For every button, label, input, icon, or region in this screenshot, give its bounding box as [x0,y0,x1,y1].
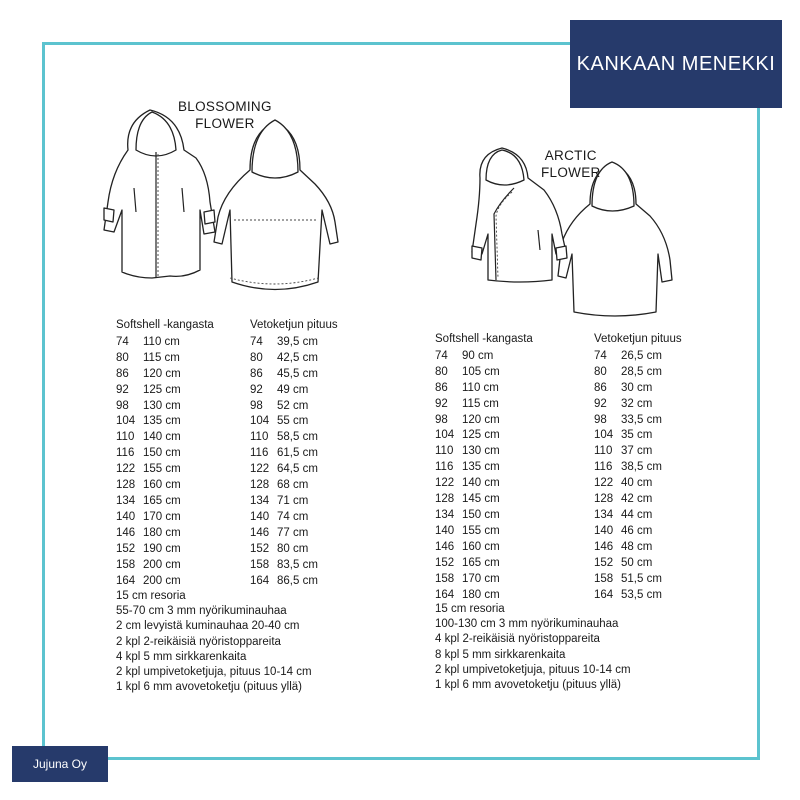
amount-cell: 130 cm [143,399,181,412]
amount-cell: 160 cm [462,540,500,553]
size-cell: 74 [594,349,607,362]
amount-cell: 160 cm [143,479,181,492]
amount-cell: 90 cm [462,349,494,362]
size-cell: 146 [594,540,614,553]
amount-cell: 165 cm [462,556,500,569]
table-row [435,460,533,476]
amount-cell: 42 cm [621,493,653,506]
note-line: 8 kpl 5 mm sirkkarenkaita [435,648,566,661]
table-row [116,430,214,446]
table-row [435,524,533,540]
amount-cell: 40 cm [621,477,653,490]
amount-cell: 180 cm [143,526,181,539]
company-badge [12,746,108,782]
amount-cell: 48 cm [621,540,653,553]
blossoming-fabric-table [116,318,214,589]
size-cell: 146 [116,526,136,539]
table-row [435,476,533,492]
note-line: 100-130 cm 3 mm nyörikuminauhaa [435,618,619,631]
table-row [250,494,338,510]
arctic-fabric-table [435,332,533,603]
size-cell: 98 [435,413,448,426]
amount-cell: 200 cm [143,558,181,571]
size-cell: 158 [594,572,614,585]
amount-cell: 44 cm [621,508,653,521]
note-line: 2 kpl umpivetoketjuja, pituus 10-14 cm [435,663,631,676]
amount-cell: 33,5 cm [621,413,662,426]
table-row [435,381,533,397]
size-cell: 140 [594,524,614,537]
amount-cell: 150 cm [462,508,500,521]
table-row [250,351,338,367]
table-row [250,446,338,462]
arctic-zipper-table [594,332,682,603]
size-cell: 86 [116,367,129,380]
amount-cell: 170 cm [143,510,181,523]
amount-cell: 38,5 cm [621,461,662,474]
table-row [116,526,214,542]
amount-cell: 140 cm [462,477,500,490]
size-cell: 122 [116,463,136,476]
size-cell: 92 [594,397,607,410]
size-cell: 158 [250,558,270,571]
size-cell: 140 [435,524,455,537]
table-row [116,494,214,510]
amount-cell: 26,5 cm [621,349,662,362]
note-line: 2 kpl umpivetoketjuja, pituus 10-14 cm [116,666,312,679]
amount-cell: 190 cm [143,542,181,555]
size-cell: 128 [250,479,270,492]
amount-cell: 200 cm [143,574,181,587]
size-cell: 80 [116,351,129,364]
table-row [594,413,682,429]
title-banner [570,20,782,108]
size-cell: 134 [594,508,614,521]
size-cell: 92 [435,397,448,410]
table-row [250,367,338,383]
amount-cell: 50 cm [621,556,653,569]
amount-cell: 125 cm [143,383,181,396]
table-row [116,414,214,430]
amount-cell: 115 cm [143,351,180,364]
table-row [594,349,682,365]
table-row [116,542,214,558]
amount-cell: 32 cm [621,397,653,410]
size-cell: 104 [594,429,614,442]
blossoming-name-line1: BLOSSOMING [178,99,272,114]
size-cell: 152 [594,556,614,569]
table-row [116,574,214,590]
table-row [250,526,338,542]
table-row [250,414,338,430]
amount-cell: 45,5 cm [277,367,318,380]
table-row [116,399,214,415]
size-cell: 146 [435,540,455,553]
amount-cell: 46 cm [621,524,653,537]
amount-cell: 120 cm [462,413,500,426]
size-cell: 128 [594,493,614,506]
table-row [435,428,533,444]
table-row [250,574,338,590]
size-cell: 134 [435,508,455,521]
table-row [116,462,214,478]
size-cell: 110 [435,445,454,458]
table-row [594,508,682,524]
size-cell: 80 [594,365,607,378]
note-line: 55-70 cm 3 mm nyörikuminauhaa [116,605,287,618]
table-row [594,476,682,492]
size-cell: 116 [116,447,135,460]
amount-cell: 86,5 cm [277,574,318,587]
amount-cell: 68 cm [277,479,309,492]
amount-cell: 130 cm [462,445,500,458]
size-cell: 110 [250,431,269,444]
table-row [435,413,533,429]
size-cell: 110 [594,445,613,458]
table-row [594,540,682,556]
table-row [250,462,338,478]
size-cell: 86 [435,381,448,394]
size-cell: 164 [594,588,614,601]
size-cell: 104 [435,429,455,442]
size-cell: 164 [250,574,270,587]
amount-cell: 115 cm [462,397,499,410]
table-row [435,572,533,588]
size-cell: 86 [594,381,607,394]
amount-cell: 135 cm [462,461,500,474]
size-cell: 134 [116,494,136,507]
table-row [435,444,533,460]
size-cell: 128 [116,479,136,492]
amount-cell: 52 cm [277,399,309,412]
amount-cell: 135 cm [143,415,181,428]
size-cell: 134 [250,494,270,507]
table-row [435,540,533,556]
table-row [250,558,338,574]
table-row [250,478,338,494]
table-row [116,558,214,574]
amount-cell: 105 cm [462,365,500,378]
amount-cell: 53,5 cm [621,588,662,601]
blossoming-zipper-header: Vetoketjun pituus [250,319,338,331]
size-cell: 152 [250,542,270,555]
amount-cell: 61,5 cm [277,447,318,460]
page-title: KANKAAN MENEKKI [576,52,776,75]
size-cell: 158 [116,558,136,571]
size-cell: 152 [116,542,136,555]
table-row [594,492,682,508]
size-cell: 152 [435,556,455,569]
size-cell: 164 [435,588,455,601]
amount-cell: 55 cm [277,415,309,428]
table-row [116,383,214,399]
table-row [435,508,533,524]
amount-cell: 49 cm [277,383,309,396]
table-row [435,365,533,381]
size-cell: 74 [250,335,263,348]
size-cell: 86 [250,367,263,380]
size-cell: 140 [116,510,136,523]
size-cell: 80 [250,351,263,364]
size-cell: 104 [250,415,270,428]
size-cell: 74 [435,349,448,362]
amount-cell: 165 cm [143,494,181,507]
table-row [250,335,338,351]
arctic-zipper-header: Vetoketjun pituus [594,333,682,345]
arctic-notes [435,602,631,693]
table-row [594,524,682,540]
size-cell: 122 [594,477,614,490]
amount-cell: 64,5 cm [277,463,318,476]
amount-cell: 110 cm [143,335,180,348]
size-cell: 110 [116,431,135,444]
note-line: 15 cm resoria [435,603,505,615]
table-row [435,349,533,365]
table-row [116,446,214,462]
amount-cell: 28,5 cm [621,365,662,378]
amount-cell: 155 cm [462,524,500,537]
amount-cell: 37 cm [621,445,653,458]
table-row [116,367,214,383]
amount-cell: 145 cm [462,493,500,506]
size-cell: 92 [250,383,263,396]
table-row [594,397,682,413]
table-row [594,572,682,588]
amount-cell: 125 cm [462,429,500,442]
size-cell: 74 [116,335,129,348]
size-cell: 116 [250,447,269,460]
size-cell: 98 [250,399,263,412]
amount-cell: 80 cm [277,542,309,555]
blossoming-flower-name [178,98,272,132]
blossoming-fabric-header: Softshell -kangasta [116,319,214,331]
amount-cell: 71 cm [277,494,309,507]
note-line: 2 kpl 2-reikäisiä nyöristoppareita [116,635,281,648]
blossoming-name-line2: FLOWER [195,116,255,131]
table-row [116,510,214,526]
amount-cell: 155 cm [143,463,181,476]
amount-cell: 150 cm [143,447,181,460]
table-row [116,478,214,494]
note-line: 2 cm levyistä kuminauhaa 20-40 cm [116,620,300,633]
size-cell: 104 [116,415,136,428]
arctic-fabric-header: Softshell -kangasta [435,333,533,345]
note-line: 1 kpl 6 mm avovetoketju (pituus yllä) [435,679,621,692]
amount-cell: 83,5 cm [277,558,318,571]
amount-cell: 120 cm [143,367,181,380]
blossoming-fabric-rows [116,335,214,590]
arctic-name-line1: ARCTIC [544,148,597,163]
company-name: Jujuna Oy [32,757,88,771]
table-row [594,444,682,460]
table-row [435,556,533,572]
table-row [116,351,214,367]
blossoming-zipper-rows [250,335,338,590]
arctic-name-line2: FLOWER [541,165,601,180]
table-row [250,510,338,526]
amount-cell: 35 cm [621,429,653,442]
amount-cell: 74 cm [277,510,309,523]
note-line: 4 kpl 2-reikäisiä nyöristoppareita [435,633,600,646]
table-row [594,556,682,572]
table-row [594,428,682,444]
amount-cell: 39,5 cm [277,335,318,348]
size-cell: 128 [435,493,455,506]
amount-cell: 140 cm [143,431,181,444]
size-cell: 98 [116,399,129,412]
size-cell: 98 [594,413,607,426]
size-cell: 140 [250,510,270,523]
note-line: 4 kpl 5 mm sirkkarenkaita [116,650,247,663]
amount-cell: 170 cm [462,572,500,585]
size-cell: 146 [250,526,270,539]
blossoming-zipper-table [250,318,338,589]
amount-cell: 110 cm [462,381,499,394]
amount-cell: 58,5 cm [277,431,318,444]
table-row [435,397,533,413]
size-cell: 116 [435,461,454,474]
size-cell: 122 [435,477,455,490]
size-cell: 164 [116,574,136,587]
table-row [250,383,338,399]
size-cell: 122 [250,463,270,476]
table-row [116,335,214,351]
size-cell: 80 [435,365,448,378]
arctic-flower-name [541,147,601,181]
table-row [594,381,682,397]
table-row [435,492,533,508]
table-row [594,365,682,381]
amount-cell: 77 cm [277,526,309,539]
blossoming-notes [116,589,312,695]
amount-cell: 30 cm [621,381,653,394]
amount-cell: 42,5 cm [277,351,318,364]
size-cell: 92 [116,383,129,396]
arctic-zipper-rows [594,349,682,604]
table-row [250,542,338,558]
size-cell: 116 [594,461,613,474]
amount-cell: 180 cm [462,588,500,601]
size-cell: 158 [435,572,455,585]
note-line: 15 cm resoria [116,590,186,602]
table-row [250,430,338,446]
amount-cell: 51,5 cm [621,572,662,585]
table-row [250,399,338,415]
table-row [594,460,682,476]
arctic-fabric-rows [435,349,533,604]
note-line: 1 kpl 6 mm avovetoketju (pituus yllä) [116,681,302,694]
